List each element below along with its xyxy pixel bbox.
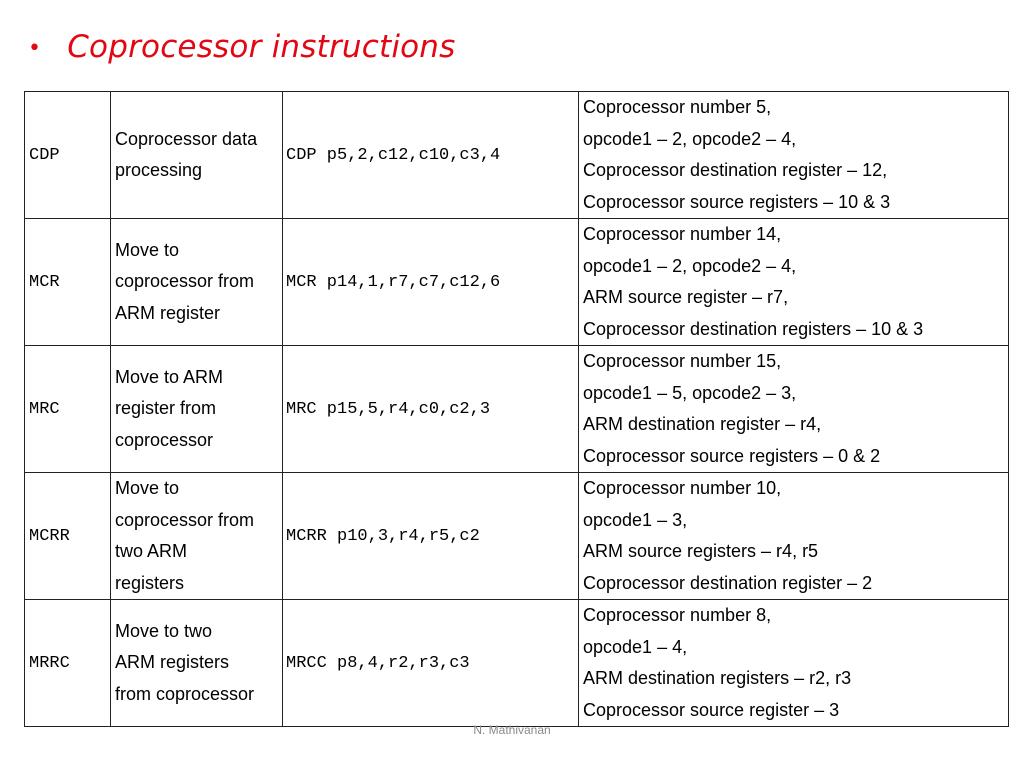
slide-title xyxy=(28,22,456,72)
table-row xyxy=(25,346,1009,473)
description-line: Move to two xyxy=(115,620,213,641)
details-cell xyxy=(579,473,1009,600)
example-cell: MCRR p10,3,r4,r5,c2 xyxy=(283,473,579,600)
mnemonic-cell: MRC xyxy=(25,346,111,473)
example-cell: MRC p15,5,r4,c0,c2,3 xyxy=(283,346,579,473)
mnemonic-cell: MCRR xyxy=(25,473,111,600)
description-line: Move to ARM xyxy=(115,366,224,387)
details-cell xyxy=(579,346,1009,473)
details-line: Coprocessor number 8, xyxy=(583,605,772,625)
description-line: two ARM xyxy=(115,541,188,561)
description-line: Coprocessor data xyxy=(115,128,258,149)
page-title: Coprocessor instructions xyxy=(67,29,456,65)
details-line: Coprocessor destination register – 2 xyxy=(583,572,873,593)
description-line: register from xyxy=(115,398,217,419)
table-row xyxy=(25,92,1009,219)
description-line: Move to xyxy=(115,478,180,498)
table-row xyxy=(25,219,1009,346)
details-line: ARM destination register – r4, xyxy=(583,414,822,434)
details-cell xyxy=(579,600,1009,727)
description-line: coprocessor xyxy=(115,429,214,450)
details-line: opcode1 – 2, opcode2 – 4, xyxy=(583,255,797,276)
example-cell: CDP p5,2,c12,c10,c3,4 xyxy=(283,92,579,219)
example-cell: MCR p14,1,r7,c7,c12,6 xyxy=(283,219,579,346)
example-cell: MRCC p8,4,r2,r3,c3 xyxy=(283,600,579,727)
details-line: Coprocessor number 5, xyxy=(583,97,772,117)
details-line: Coprocessor number 15, xyxy=(583,351,782,371)
footer-text: N. Mathivanan xyxy=(473,723,551,737)
mnemonic-cell: CDP xyxy=(25,92,111,219)
description-line: from coprocessor xyxy=(115,683,255,704)
details-line: Coprocessor source registers – 0 & 2 xyxy=(583,445,881,466)
description-line: Move to xyxy=(115,239,180,260)
details-line: Coprocessor source register – 3 xyxy=(583,699,840,720)
description-line: ARM register xyxy=(115,302,221,323)
details-cell xyxy=(579,219,1009,346)
details-line: ARM destination registers – r2, r3 xyxy=(583,668,852,688)
description-cell xyxy=(111,219,283,346)
description-line: registers xyxy=(115,572,185,593)
coprocessor-instructions-table xyxy=(24,91,1009,727)
mnemonic-cell: MCR xyxy=(25,219,111,346)
table-row xyxy=(25,600,1009,727)
mnemonic-cell: MRRC xyxy=(25,600,111,727)
title-bullet: • xyxy=(28,35,42,61)
description-line: coprocessor from xyxy=(115,271,255,292)
details-line: Coprocessor source registers – 10 & 3 xyxy=(583,191,891,212)
description-cell xyxy=(111,473,283,600)
description-line: coprocessor from xyxy=(115,509,255,530)
description-cell xyxy=(111,92,283,219)
description-line: processing xyxy=(115,160,203,180)
details-cell xyxy=(579,92,1009,219)
details-line: ARM source registers – r4, r5 xyxy=(583,541,819,561)
footer-author xyxy=(0,723,1024,737)
details-line: opcode1 – 2, opcode2 – 4, xyxy=(583,128,797,149)
details-line: opcode1 – 4, xyxy=(583,636,688,657)
details-line: ARM source register – r7, xyxy=(583,287,789,307)
details-line: opcode1 – 5, opcode2 – 3, xyxy=(583,382,797,403)
details-line: Coprocessor destination registers – 10 & 3 xyxy=(583,318,924,339)
details-line: opcode1 – 3, xyxy=(583,509,688,530)
description-line: ARM registers xyxy=(115,652,230,673)
description-cell xyxy=(111,346,283,473)
details-line: Coprocessor destination register – 12, xyxy=(583,160,888,180)
details-line: Coprocessor number 14, xyxy=(583,224,782,244)
table-row xyxy=(25,473,1009,600)
details-line: Coprocessor number 10, xyxy=(583,478,782,498)
description-cell xyxy=(111,600,283,727)
